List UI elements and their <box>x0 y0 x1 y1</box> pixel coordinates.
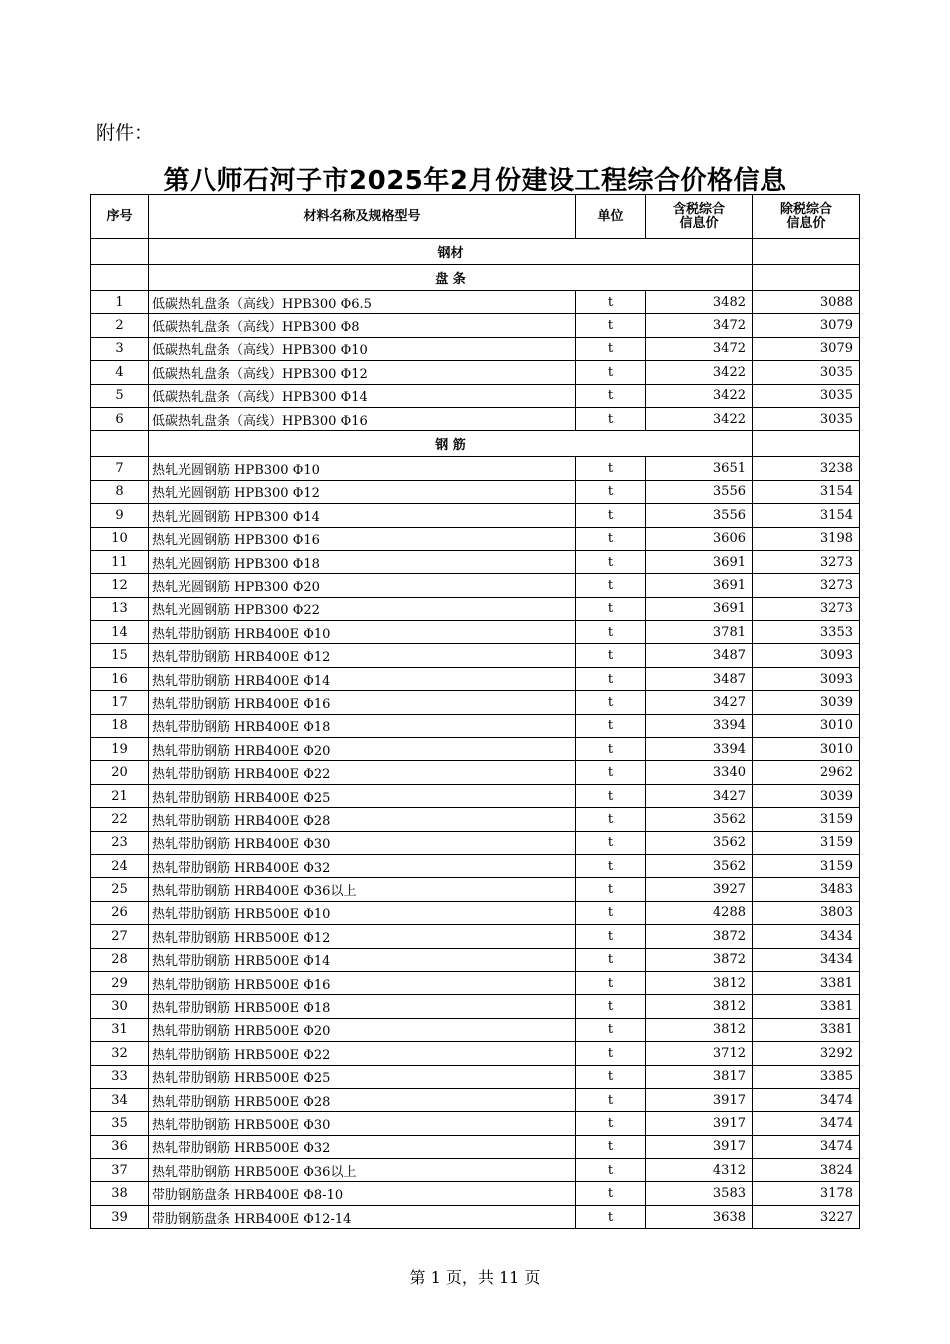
cell-unit: t <box>576 1088 646 1111</box>
cell-tax-incl: 3394 <box>646 714 753 737</box>
section-label: 盘 条 <box>149 265 753 291</box>
cell-tax-excl: 3159 <box>753 808 860 831</box>
cell-tax-incl: 3812 <box>646 971 753 994</box>
cell-tax-excl: 3088 <box>753 291 860 314</box>
cell-name: 热轧带肋钢筋 HRB500E Φ28 <box>149 1088 576 1111</box>
cell-name: 热轧带肋钢筋 HRB400E Φ25 <box>149 784 576 807</box>
header-name: 材料名称及规格型号 <box>149 195 576 239</box>
cell-no: 10 <box>91 527 149 550</box>
cell-name: 热轧光圆钢筋 HPB300 Φ12 <box>149 480 576 503</box>
cell-tax-excl: 3238 <box>753 457 860 480</box>
cell-no: 7 <box>91 457 149 480</box>
cell-tax-excl: 3803 <box>753 901 860 924</box>
cell-tax-incl: 3917 <box>646 1088 753 1111</box>
table-row <box>91 597 860 620</box>
cell-unit: t <box>576 948 646 971</box>
cell-tax-incl: 3872 <box>646 948 753 971</box>
price-table <box>90 194 860 1229</box>
cell-tax-excl: 3035 <box>753 407 860 430</box>
cell-no: 32 <box>91 1042 149 1065</box>
cell-name: 热轧带肋钢筋 HRB400E Φ14 <box>149 667 576 690</box>
table-row <box>91 948 860 971</box>
table-row <box>91 291 860 314</box>
cell-name: 热轧带肋钢筋 HRB400E Φ16 <box>149 691 576 714</box>
cell-unit: t <box>576 1112 646 1135</box>
table-row <box>91 995 860 1018</box>
cell-tax-incl: 3472 <box>646 337 753 360</box>
cell-unit: t <box>576 337 646 360</box>
cell-unit: t <box>576 1042 646 1065</box>
cell-tax-incl: 3562 <box>646 808 753 831</box>
cell-unit: t <box>576 808 646 831</box>
table-row <box>91 808 860 831</box>
cell-name: 热轧带肋钢筋 HRB400E Φ10 <box>149 621 576 644</box>
cell-no: 22 <box>91 808 149 831</box>
table-row <box>91 314 860 337</box>
cell-tax-excl: 3010 <box>753 738 860 761</box>
cell-unit: t <box>576 574 646 597</box>
cell-unit: t <box>576 1159 646 1182</box>
cell-no: 35 <box>91 1112 149 1135</box>
table-row <box>91 878 860 901</box>
cell-tax-excl: 3434 <box>753 948 860 971</box>
cell-tax-excl: 3824 <box>753 1159 860 1182</box>
cell-unit: t <box>576 457 646 480</box>
table-row <box>91 1042 860 1065</box>
table-row <box>91 925 860 948</box>
cell-tax-incl: 3917 <box>646 1112 753 1135</box>
cell-no: 23 <box>91 831 149 854</box>
table-row <box>91 1159 860 1182</box>
cell-tax-incl: 4312 <box>646 1159 753 1182</box>
cell-tax-excl: 3159 <box>753 854 860 877</box>
cell-name: 低碳热轧盘条（高线）HPB300 Φ14 <box>149 384 576 407</box>
cell-tax-excl: 3079 <box>753 314 860 337</box>
cell-no: 34 <box>91 1088 149 1111</box>
cell-tax-incl: 3917 <box>646 1135 753 1158</box>
cell-name: 热轧带肋钢筋 HRB400E Φ32 <box>149 854 576 877</box>
cell-tax-incl: 3691 <box>646 597 753 620</box>
cell-no: 6 <box>91 407 149 430</box>
cell-tax-incl: 3556 <box>646 504 753 527</box>
cell-name: 热轧带肋钢筋 HRB500E Φ32 <box>149 1135 576 1158</box>
cell-no: 9 <box>91 504 149 527</box>
table-row <box>91 527 860 550</box>
cell-name: 带肋钢筋盘条 HRB400E Φ12-14 <box>149 1205 576 1228</box>
cell-unit: t <box>576 504 646 527</box>
section-label: 钢材 <box>149 239 753 265</box>
table-row <box>91 407 860 430</box>
cell-name: 热轧带肋钢筋 HRB400E Φ28 <box>149 808 576 831</box>
cell-name: 低碳热轧盘条（高线）HPB300 Φ12 <box>149 361 576 384</box>
cell-tax-excl: 3273 <box>753 574 860 597</box>
table-body <box>91 239 860 1229</box>
section-blank-cell <box>753 265 860 291</box>
cell-tax-excl: 3227 <box>753 1205 860 1228</box>
section-blank-cell <box>753 239 860 265</box>
cell-no: 3 <box>91 337 149 360</box>
cell-name: 低碳热轧盘条（高线）HPB300 Φ6.5 <box>149 291 576 314</box>
cell-name: 热轧带肋钢筋 HRB400E Φ18 <box>149 714 576 737</box>
cell-unit: t <box>576 1065 646 1088</box>
cell-unit: t <box>576 761 646 784</box>
cell-no: 14 <box>91 621 149 644</box>
cell-tax-excl: 2962 <box>753 761 860 784</box>
cell-unit: t <box>576 597 646 620</box>
cell-tax-excl: 3198 <box>753 527 860 550</box>
table-row <box>91 761 860 784</box>
cell-tax-incl: 3812 <box>646 1018 753 1041</box>
cell-name: 热轧带肋钢筋 HRB400E Φ30 <box>149 831 576 854</box>
table-row <box>91 384 860 407</box>
table-row <box>91 1018 860 1041</box>
cell-unit: t <box>576 714 646 737</box>
cell-tax-excl: 3434 <box>753 925 860 948</box>
cell-no: 31 <box>91 1018 149 1041</box>
cell-unit: t <box>576 784 646 807</box>
section-blank-cell <box>753 431 860 457</box>
cell-no: 24 <box>91 854 149 877</box>
cell-tax-excl: 3292 <box>753 1042 860 1065</box>
cell-name: 热轧带肋钢筋 HRB500E Φ18 <box>149 995 576 1018</box>
cell-no: 30 <box>91 995 149 1018</box>
table-row <box>91 337 860 360</box>
cell-name: 热轧带肋钢筋 HRB400E Φ12 <box>149 644 576 667</box>
cell-tax-excl: 3039 <box>753 691 860 714</box>
cell-no: 15 <box>91 644 149 667</box>
cell-no: 37 <box>91 1159 149 1182</box>
cell-tax-incl: 3340 <box>646 761 753 784</box>
section-blank-cell <box>91 265 149 291</box>
cell-tax-incl: 3472 <box>646 314 753 337</box>
cell-tax-excl: 3474 <box>753 1112 860 1135</box>
cell-unit: t <box>576 1205 646 1228</box>
header-no: 序号 <box>91 195 149 239</box>
cell-tax-incl: 3606 <box>646 527 753 550</box>
table-row <box>91 504 860 527</box>
cell-name: 带肋钢筋盘条 HRB400E Φ8-10 <box>149 1182 576 1205</box>
cell-tax-excl: 3474 <box>753 1088 860 1111</box>
table-row <box>91 971 860 994</box>
cell-tax-excl: 3039 <box>753 784 860 807</box>
cell-tax-excl: 3273 <box>753 597 860 620</box>
table-row <box>91 667 860 690</box>
cell-name: 热轧带肋钢筋 HRB500E Φ12 <box>149 925 576 948</box>
cell-no: 2 <box>91 314 149 337</box>
attachment-label: 附件： <box>96 122 154 144</box>
cell-no: 39 <box>91 1205 149 1228</box>
table-row <box>91 784 860 807</box>
cell-tax-incl: 3482 <box>646 291 753 314</box>
section-row <box>91 265 860 291</box>
cell-unit: t <box>576 291 646 314</box>
table-row <box>91 644 860 667</box>
cell-tax-incl: 3638 <box>646 1205 753 1228</box>
table-row <box>91 738 860 761</box>
cell-no: 29 <box>91 971 149 994</box>
table-row <box>91 1182 860 1205</box>
cell-tax-excl: 3381 <box>753 995 860 1018</box>
cell-unit: t <box>576 901 646 924</box>
table-row <box>91 1088 860 1111</box>
cell-name: 热轧带肋钢筋 HRB500E Φ16 <box>149 971 576 994</box>
cell-no: 19 <box>91 738 149 761</box>
cell-tax-excl: 3093 <box>753 667 860 690</box>
cell-no: 20 <box>91 761 149 784</box>
cell-no: 26 <box>91 901 149 924</box>
cell-name: 低碳热轧盘条（高线）HPB300 Φ16 <box>149 407 576 430</box>
header-unit: 单位 <box>576 195 646 239</box>
cell-tax-incl: 3422 <box>646 407 753 430</box>
cell-unit: t <box>576 738 646 761</box>
cell-tax-incl: 3691 <box>646 574 753 597</box>
cell-tax-incl: 3422 <box>646 361 753 384</box>
cell-unit: t <box>576 621 646 644</box>
cell-name: 低碳热轧盘条（高线）HPB300 Φ8 <box>149 314 576 337</box>
cell-tax-incl: 3872 <box>646 925 753 948</box>
table-row <box>91 691 860 714</box>
cell-tax-incl: 4288 <box>646 901 753 924</box>
cell-unit: t <box>576 407 646 430</box>
cell-name: 热轧带肋钢筋 HRB500E Φ22 <box>149 1042 576 1065</box>
section-row <box>91 239 860 265</box>
cell-unit: t <box>576 1135 646 1158</box>
table-row <box>91 831 860 854</box>
section-blank-cell <box>91 431 149 457</box>
cell-name: 热轧带肋钢筋 HRB500E Φ20 <box>149 1018 576 1041</box>
cell-unit: t <box>576 878 646 901</box>
cell-no: 38 <box>91 1182 149 1205</box>
cell-tax-incl: 3712 <box>646 1042 753 1065</box>
cell-unit: t <box>576 971 646 994</box>
cell-unit: t <box>576 480 646 503</box>
cell-tax-excl: 3385 <box>753 1065 860 1088</box>
cell-unit: t <box>576 995 646 1018</box>
cell-name: 热轧带肋钢筋 HRB500E Φ36以上 <box>149 1159 576 1182</box>
section-blank-cell <box>91 239 149 265</box>
table-row <box>91 901 860 924</box>
cell-no: 16 <box>91 667 149 690</box>
cell-no: 36 <box>91 1135 149 1158</box>
cell-name: 热轧带肋钢筋 HRB400E Φ20 <box>149 738 576 761</box>
cell-tax-incl: 3556 <box>646 480 753 503</box>
cell-tax-excl: 3178 <box>753 1182 860 1205</box>
cell-unit: t <box>576 854 646 877</box>
cell-tax-incl: 3817 <box>646 1065 753 1088</box>
cell-no: 5 <box>91 384 149 407</box>
cell-name: 热轧光圆钢筋 HPB300 Φ16 <box>149 527 576 550</box>
cell-tax-incl: 3427 <box>646 691 753 714</box>
cell-tax-incl: 3812 <box>646 995 753 1018</box>
cell-name: 低碳热轧盘条（高线）HPB300 Φ10 <box>149 337 576 360</box>
cell-tax-excl: 3010 <box>753 714 860 737</box>
cell-unit: t <box>576 691 646 714</box>
table-header-row <box>91 195 860 239</box>
cell-tax-excl: 3273 <box>753 550 860 573</box>
cell-name: 热轧光圆钢筋 HPB300 Φ18 <box>149 550 576 573</box>
cell-tax-incl: 3487 <box>646 667 753 690</box>
cell-no: 13 <box>91 597 149 620</box>
cell-no: 33 <box>91 1065 149 1088</box>
cell-unit: t <box>576 831 646 854</box>
cell-tax-excl: 3035 <box>753 361 860 384</box>
cell-unit: t <box>576 550 646 573</box>
table-row <box>91 854 860 877</box>
cell-tax-incl: 3651 <box>646 457 753 480</box>
cell-name: 热轧光圆钢筋 HPB300 Φ20 <box>149 574 576 597</box>
cell-tax-excl: 3154 <box>753 504 860 527</box>
cell-name: 热轧光圆钢筋 HPB300 Φ22 <box>149 597 576 620</box>
cell-tax-incl: 3691 <box>646 550 753 573</box>
cell-tax-incl: 3927 <box>646 878 753 901</box>
cell-tax-incl: 3487 <box>646 644 753 667</box>
cell-no: 25 <box>91 878 149 901</box>
cell-unit: t <box>576 314 646 337</box>
cell-tax-excl: 3353 <box>753 621 860 644</box>
cell-tax-excl: 3159 <box>753 831 860 854</box>
cell-no: 27 <box>91 925 149 948</box>
cell-name: 热轧光圆钢筋 HPB300 Φ14 <box>149 504 576 527</box>
cell-tax-incl: 3562 <box>646 831 753 854</box>
cell-no: 1 <box>91 291 149 314</box>
table-row <box>91 361 860 384</box>
cell-unit: t <box>576 361 646 384</box>
cell-name: 热轧带肋钢筋 HRB400E Φ22 <box>149 761 576 784</box>
cell-tax-incl: 3562 <box>646 854 753 877</box>
cell-tax-incl: 3394 <box>646 738 753 761</box>
header-tax-incl: 含税综合 信息价 <box>646 195 753 239</box>
cell-no: 8 <box>91 480 149 503</box>
cell-tax-excl: 3093 <box>753 644 860 667</box>
cell-no: 21 <box>91 784 149 807</box>
cell-tax-incl: 3422 <box>646 384 753 407</box>
cell-unit: t <box>576 1182 646 1205</box>
cell-tax-incl: 3427 <box>646 784 753 807</box>
cell-unit: t <box>576 1018 646 1041</box>
cell-no: 11 <box>91 550 149 573</box>
cell-unit: t <box>576 384 646 407</box>
cell-no: 28 <box>91 948 149 971</box>
table-row <box>91 457 860 480</box>
section-row <box>91 431 860 457</box>
cell-name: 热轧光圆钢筋 HPB300 Φ10 <box>149 457 576 480</box>
page-title: 第八师石河子市2025年2月份建设工程综合价格信息 <box>163 166 787 196</box>
cell-name: 热轧带肋钢筋 HRB500E Φ25 <box>149 1065 576 1088</box>
table-row <box>91 1205 860 1228</box>
cell-tax-excl: 3474 <box>753 1135 860 1158</box>
cell-no: 17 <box>91 691 149 714</box>
cell-tax-excl: 3483 <box>753 878 860 901</box>
cell-no: 18 <box>91 714 149 737</box>
cell-name: 热轧带肋钢筋 HRB500E Φ14 <box>149 948 576 971</box>
cell-name: 热轧带肋钢筋 HRB400E Φ36以上 <box>149 878 576 901</box>
table-row <box>91 1112 860 1135</box>
cell-tax-incl: 3583 <box>646 1182 753 1205</box>
cell-no: 4 <box>91 361 149 384</box>
header-tax-excl: 除税综合 信息价 <box>753 195 860 239</box>
section-label: 钢 筋 <box>149 431 753 457</box>
cell-name: 热轧带肋钢筋 HRB500E Φ30 <box>149 1112 576 1135</box>
table-row <box>91 621 860 644</box>
page-footer: 第 1 页，共 11 页 <box>409 1268 541 1287</box>
cell-unit: t <box>576 667 646 690</box>
table-row <box>91 1135 860 1158</box>
cell-name: 热轧带肋钢筋 HRB500E Φ10 <box>149 901 576 924</box>
table-row <box>91 574 860 597</box>
cell-unit: t <box>576 925 646 948</box>
cell-unit: t <box>576 644 646 667</box>
cell-unit: t <box>576 527 646 550</box>
cell-tax-excl: 3154 <box>753 480 860 503</box>
cell-tax-excl: 3079 <box>753 337 860 360</box>
cell-no: 12 <box>91 574 149 597</box>
cell-tax-excl: 3381 <box>753 971 860 994</box>
table-row <box>91 1065 860 1088</box>
table-row <box>91 480 860 503</box>
cell-tax-excl: 3035 <box>753 384 860 407</box>
table-row <box>91 550 860 573</box>
table-row <box>91 714 860 737</box>
cell-tax-excl: 3381 <box>753 1018 860 1041</box>
cell-tax-incl: 3781 <box>646 621 753 644</box>
